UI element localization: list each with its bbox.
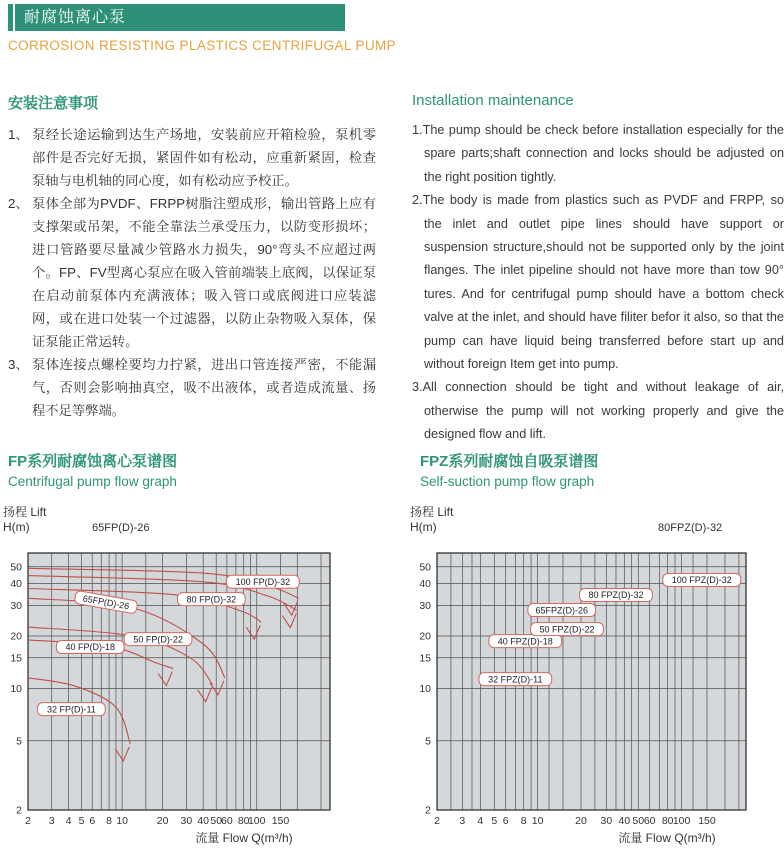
- svg-text:40 FP(D)-18: 40 FP(D)-18: [65, 642, 116, 653]
- install-item-en: 1.The pump should be check before installation especially for the spare parts;shaft connection and locks should be adjusted on the right position tightly.: [412, 123, 784, 184]
- install-item-cn: [8, 123, 376, 192]
- svg-text:40: 40: [419, 578, 431, 591]
- chart-title-left-en: Centrifugal pump flow graph: [8, 474, 177, 489]
- svg-text:扬程 Lift: 扬程 Lift: [3, 505, 47, 519]
- install-item-en: 3.All connection should be tight and without leakage of air, otherwise the pump will not working properly and give the designed flow and lift.: [412, 380, 784, 442]
- svg-text:扬程 Lift: 扬程 Lift: [410, 505, 454, 519]
- svg-text:8: 8: [520, 815, 527, 827]
- svg-text:2: 2: [16, 804, 22, 817]
- svg-text:100: 100: [247, 815, 266, 827]
- svg-text:8: 8: [106, 815, 112, 827]
- svg-text:150: 150: [271, 815, 290, 827]
- page-title-en: CORROSION RESISTING PLASTICS CENTRIFUGAL PUMP: [8, 38, 397, 53]
- svg-text:5: 5: [78, 815, 85, 827]
- svg-text:40: 40: [618, 815, 631, 827]
- svg-text:32 FP(D)-11: 32 FP(D)-11: [46, 704, 96, 715]
- svg-text:流量 Flow Q(m³/h): 流量 Flow Q(m³/h): [618, 831, 716, 845]
- item-number: 2、: [8, 196, 29, 211]
- model-label: [528, 604, 596, 617]
- svg-text:3: 3: [459, 815, 466, 827]
- svg-text:80: 80: [661, 815, 674, 827]
- svg-text:32 FPZ(D)-11: 32 FPZ(D)-11: [488, 674, 543, 685]
- svg-text:60: 60: [643, 815, 656, 827]
- svg-text:20: 20: [10, 630, 22, 643]
- header-bar: [8, 4, 345, 31]
- model-label: [226, 575, 299, 588]
- item-number: 1、: [8, 127, 29, 142]
- svg-text:40 FPZ(D)-18: 40 FPZ(D)-18: [497, 636, 553, 647]
- svg-text:100 FP(D)-32: 100 FP(D)-32: [235, 576, 291, 587]
- svg-text:2: 2: [434, 815, 440, 827]
- svg-text:流量 Flow Q(m³/h): 流量 Flow Q(m³/h): [195, 831, 293, 845]
- svg-text:10: 10: [116, 815, 128, 827]
- chart-title-right: [420, 450, 598, 489]
- svg-text:80: 80: [237, 815, 250, 827]
- svg-text:30: 30: [600, 815, 613, 827]
- model-label: [124, 633, 192, 646]
- install-item-cn: [8, 192, 376, 353]
- install-items-en: [412, 119, 784, 447]
- svg-text:5: 5: [425, 735, 431, 748]
- chart-title-left: [8, 450, 177, 489]
- chart-title-left-cn: FP系列耐腐蚀离心泵谱图: [8, 453, 178, 470]
- model-label: [531, 623, 604, 636]
- header-stripe: [13, 4, 15, 31]
- svg-text:65FP(D)-26: 65FP(D)-26: [82, 593, 131, 612]
- model-label: [663, 573, 741, 586]
- svg-text:40: 40: [10, 578, 22, 591]
- svg-text:50 FPZ(D)-22: 50 FPZ(D)-22: [539, 624, 595, 635]
- svg-text:2: 2: [25, 815, 31, 827]
- svg-text:50: 50: [632, 815, 645, 827]
- svg-text:30: 30: [419, 599, 431, 612]
- svg-text:50: 50: [10, 561, 22, 574]
- svg-text:100 FPZ(D)-32: 100 FPZ(D)-32: [671, 575, 732, 586]
- install-items-cn: [8, 123, 376, 422]
- svg-text:5: 5: [491, 815, 498, 827]
- svg-text:2: 2: [425, 804, 431, 817]
- item-text: 泵经长途运输到达生产场地，安装前应开箱检验，泵机零部件是否完好无损，紧固件如有松动，应重新紧固，检查泵轴与电机轴的同心度，如有松动应予校正。: [32, 127, 376, 188]
- chart-title-right-en: Self-suction pump flow graph: [420, 474, 595, 489]
- svg-text:4: 4: [477, 815, 484, 827]
- svg-text:30: 30: [180, 815, 193, 827]
- install-item-en: 2.The body is made from plastics such as PVDF and FRPP, so the inlet and outlet pipe lines should have support or suspension structure,should not be supported only by the joint flanges. The inlet pipeline should not have more than tow 90° tures. And for centrifugal pump should have a bottom check valve at the inlet, and should have filiter befor it also, so that the pump can have liquid being transferred before start up and without foreign Item get into pump.: [412, 193, 784, 372]
- svg-text:40: 40: [197, 815, 210, 827]
- model-label: [479, 673, 552, 686]
- model-label: [56, 640, 124, 653]
- svg-text:50: 50: [210, 815, 223, 827]
- centrifugal-pump-flow-chart: [0, 498, 360, 851]
- svg-text:150: 150: [698, 815, 716, 827]
- install-heading-cn: 安装注意事项: [8, 95, 99, 112]
- svg-text:5: 5: [16, 735, 22, 748]
- svg-text:3: 3: [48, 815, 55, 827]
- svg-text:10: 10: [10, 682, 22, 695]
- install-notes-cn: [8, 92, 376, 422]
- model-label: [580, 589, 653, 602]
- model-label: [38, 703, 106, 716]
- chart-title-right-cn: FPZ系列耐腐蚀自吸泵谱图: [420, 453, 599, 470]
- item-number: 3、: [8, 357, 29, 372]
- item-text: 泵体全部为PVDF、FRPP树脂注塑成形，输出管路上应有支撑架或吊架，不能全靠法兰承受压力，以防变形损坏；进口管路要尽量减少管路水力损失，90°弯头不应超过两个。FP、FV型离心泵应在吸入管前端装上底阀，以保证泵在启动前泵体内充满液体；吸入管口或底阀进口应装滤网，或在进口处装一个过滤器，以防止杂物吸入泵体，保证泵能正常运转。: [32, 196, 376, 349]
- svg-text:15: 15: [10, 652, 22, 665]
- svg-text:100: 100: [672, 815, 691, 827]
- chart-model-annotation: 80FPZ(D)-32: [658, 522, 723, 534]
- item-text: 泵体连接点螺栓要均力拧紧，进出口管连接严密，不能漏气，否则会影响抽真空，吸不出液体，或者造成流量、扬程不足等弊端。: [32, 357, 376, 418]
- svg-text:80 FP(D)-32: 80 FP(D)-32: [186, 594, 237, 605]
- svg-text:4: 4: [65, 815, 72, 827]
- self-suction-pump-flow-chart: [405, 498, 784, 851]
- svg-text:15: 15: [419, 652, 431, 665]
- svg-text:H(m): H(m): [3, 520, 30, 534]
- svg-text:20: 20: [419, 630, 431, 643]
- svg-text:H(m): H(m): [410, 520, 437, 534]
- model-label: [178, 593, 246, 606]
- svg-text:30: 30: [10, 599, 22, 612]
- svg-text:50: 50: [419, 561, 431, 574]
- svg-text:20: 20: [156, 815, 169, 827]
- page-title-cn: 耐腐蚀离心泵: [24, 9, 127, 26]
- svg-text:50 FP(D)-22: 50 FP(D)-22: [133, 634, 183, 645]
- install-notes-en: [412, 92, 784, 447]
- svg-text:80 FPZ(D)-32: 80 FPZ(D)-32: [588, 590, 644, 601]
- install-item-cn: [8, 353, 376, 422]
- svg-text:10: 10: [531, 815, 544, 827]
- svg-text:60: 60: [221, 815, 233, 827]
- svg-text:10: 10: [419, 682, 431, 695]
- chart-model-annotation: 65FP(D)-26: [92, 522, 150, 534]
- svg-text:6: 6: [502, 815, 509, 827]
- install-heading-en: Installation maintenance: [412, 92, 574, 109]
- svg-text:65FPZ(D)-26: 65FPZ(D)-26: [535, 605, 588, 616]
- svg-text:6: 6: [89, 815, 96, 827]
- model-label: [489, 635, 562, 648]
- svg-text:20: 20: [575, 815, 587, 827]
